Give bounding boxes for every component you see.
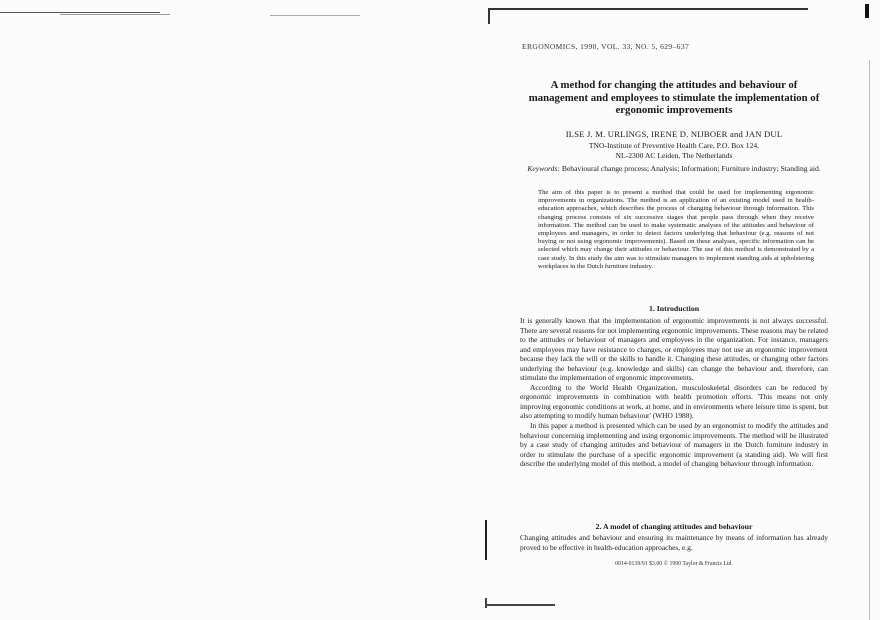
section-body-introduction: [520, 316, 828, 469]
scan-edge-mark: [60, 14, 170, 15]
authors: ILSE J. M. URLINGS, IRENE D. NIJBOER and JAN DUL: [565, 129, 783, 139]
scan-edge-mark: [485, 604, 555, 606]
section-body-model: [520, 533, 828, 552]
scan-edge-mark: [488, 8, 490, 24]
scan-edge-mark: [485, 520, 487, 560]
scan-edge-mark: [0, 12, 160, 13]
affiliation-line: NL-2300 AC Leiden, The Netherlands: [615, 150, 733, 160]
scan-edge-mark: [270, 15, 360, 16]
journal-name: ERGONOMICS: [522, 42, 576, 51]
scan-edge-mark: [485, 598, 487, 608]
scan-edge-mark: [488, 8, 808, 10]
scan-edge-mark: [869, 60, 870, 620]
paragraph: According to the World Health Organization, musculoskeletal disorders can be reduced by ergonomic improvements in combination with health promotion efforts. 'This means not only improving ergonomic conditions at work, at home, and in environments where leisure time is spent, but also attempting to modify human behaviour' (WHO 1988).: [520, 382, 828, 421]
copyright-footer: 0014-0139/91 $3.00 © 1990 Taylor & Francis Ltd.: [615, 561, 733, 567]
keywords-text: Behavioural change process; Analysis; Information; Furniture industry; Standing aid.: [561, 164, 821, 173]
running-head: ERGONOMICS, 1990, VOL. 33, NO. 5, 629–637: [522, 42, 690, 51]
affiliation: [520, 141, 828, 160]
journal-details: 1990, VOL. 33, NO. 5, 629–637: [580, 42, 690, 51]
paragraph: Changing attitudes and behaviour and ensuring its maintenance by means of information has already proved to be effective in health-education approaches, e.g.: [520, 533, 828, 552]
paragraph: [520, 421, 828, 469]
paragraph: It is generally known that the implementation of ergonomic improvements is not always successful. There are several reasons for not implementing ergonomic improvements. These reasons may be related to the attitudes or behaviour of managers and employees in the organization. For instance, managers and employees may have resistance to changes, or employees may not use an ergonomic improvement because they lack the will or the skills to handle it. Changing these attitudes, or changing other factors underlying the behaviour (e.g. knowledge and skills) can change the behaviour and, therefore, can stimulate the implementation of ergonomic improvements.: [520, 316, 828, 383]
scan-edge-mark: [865, 4, 869, 18]
section-heading-model: 2. A model of changing attitudes and behaviour: [595, 522, 753, 531]
article-title: A method for changing the attitudes and behaviour of management and employees to stimulate the implementation of ergonomic improvements: [528, 79, 820, 116]
paragraph-text: In this paper a method is presented which can be used: [530, 421, 695, 431]
abstract: The aim of this paper is to present a method that could be used for implementing ergonomic improvements in organizations. The method is an application of an existing model used in health-education approaches, which describes the process of changing behaviour through information. This changing process consists of six successive stages that people pass through when they receive information. The method can be used to make systematic analyses of the attitudes and behaviour of employees and managers, in order to detect factors underlying that behaviour (e.g. reasons of not buying or not using ergonomic improvements). Based on these analyses, specific information can be selected which may change their attitudes or behaviour. The use of this method is demonstrated by a case study. In this study the aim was to stimulate managers to implement standing aids at upholstering workplaces in the Dutch furniture industry.: [538, 189, 814, 270]
keywords: [520, 164, 828, 174]
keywords-label: Keywords:: [527, 164, 560, 173]
paragraph-text: an ergonomist to modify the attitudes and behaviour concerning implementing and using ergonomic improvements. The method will be illustrated by a case study of changing attitudes and behaviour of managers in the Dutch furniture industry in order to stimulate the purchase of a specific ergonomic improvement (a standing aid). We will first describe the underlying model of this method, a model of changing behaviour through information.: [520, 421, 828, 469]
section-heading-introduction: 1. Introduction: [648, 304, 700, 313]
paragraph-emphasis: by: [694, 421, 702, 431]
affiliation-line: TNO-Institute of Preventive Health Care, P.O. Box 124,: [588, 141, 760, 150]
